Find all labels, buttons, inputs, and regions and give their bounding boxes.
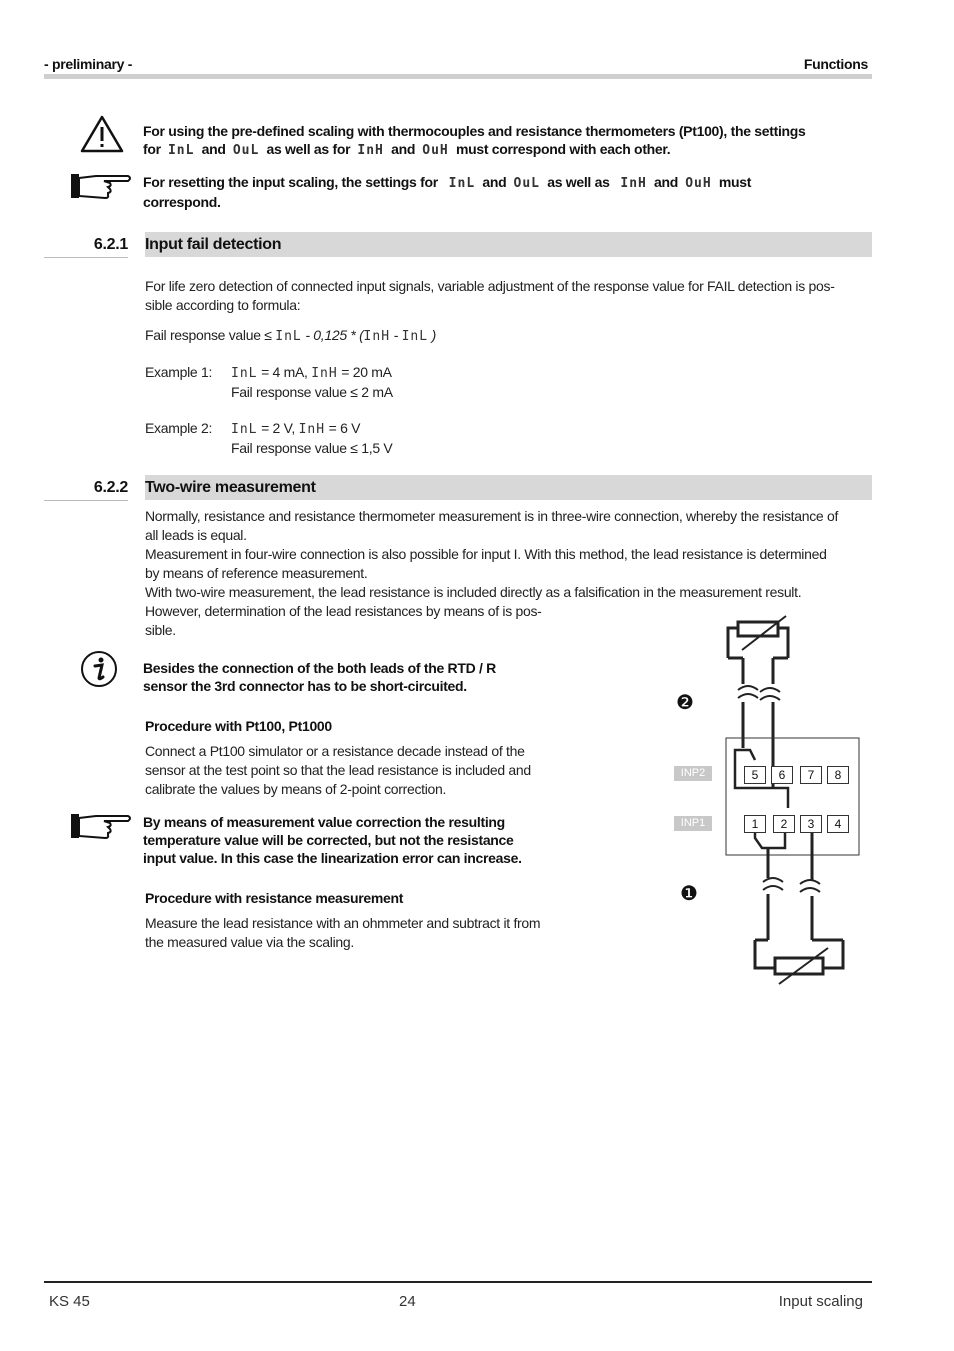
terminal-2: 2 — [773, 815, 795, 833]
header-bar — [44, 74, 872, 79]
terminal-8: 8 — [827, 766, 849, 784]
header-left: - preliminary - — [44, 56, 133, 72]
marker-1: ❶ — [680, 883, 698, 905]
note1-line1: For resetting the input scaling, the settings for InL and OuL as well as InH and OuH must — [143, 174, 752, 191]
inp2-label: INP2 — [674, 766, 712, 781]
warning-text — [143, 122, 873, 160]
fail-formula: Fail response value ≤ InL - 0,125 * (InH - InL ) — [145, 327, 437, 344]
header-right: Functions — [803, 56, 868, 72]
section622-para: Normally, resistance and resistance thermometer measurement is in three-wire connection, whereby the resistance of all leads is equal. Measurement in four-wire connection is also possible for input I. With this method, the lead resistance is determined by means of reference measurement. With two-wire measurement, the lead resistance is included directly as a falsification in the measurement result. However, determination of the lead resistances by means of is pos- sible. — [145, 508, 839, 638]
procedure2-text: Measure the lead resistance with an ohmmeter and subtract it from the measured value via the scaling. — [145, 915, 541, 950]
page-number: 24 — [399, 1293, 416, 1310]
top-resistor-symbol — [728, 616, 788, 658]
section-title-bar — [145, 232, 872, 257]
param-inl: InL — [167, 143, 195, 158]
note1-text — [143, 173, 873, 211]
info-text: Besides the connection of the both leads of the RTD / R sensor the 3rd connector has to be short-circuited. — [143, 660, 496, 694]
example2: InL = 2 V, InH = 6 V Fail response value ≤ 1,5 V — [231, 420, 393, 456]
section621-para: For life zero detection of connected input signals, variable adjustment of the response value for FAIL detection is pos- sible according to formula: — [145, 278, 835, 313]
wiring-diagram — [660, 608, 880, 988]
footer-left: KS 45 — [49, 1293, 90, 1310]
section-title-bar — [145, 475, 872, 500]
example1: InL = 4 mA, InH = 20 mA Fail response value ≤ 2 mA — [231, 364, 393, 400]
marker-2: ❷ — [676, 692, 694, 714]
terminal-3: 3 — [800, 815, 822, 833]
warning-line1: For using the pre-defined scaling with thermocouples and resistance thermometers (Pt100), the settings — [143, 123, 806, 139]
terminal-6: 6 — [771, 766, 793, 784]
param-inh: InH — [357, 143, 384, 158]
param-oul: OuL — [232, 143, 260, 158]
example2-label: Example 2: — [145, 420, 213, 436]
note2-text: By means of measurement value correction the resulting temperature value will be corrected, but not the resistance input value. In this case the linearization error can increase. — [143, 814, 522, 866]
section-number: 6.2.2 — [44, 475, 128, 501]
footer-rule — [44, 1281, 872, 1283]
pointing-hand-icon — [70, 170, 134, 202]
info-icon — [80, 650, 118, 688]
footer-right: Input scaling — [778, 1293, 863, 1310]
warning-line2: for InL and OuL as well as for InH and OuH must correspond with each other. — [143, 141, 671, 158]
section-number: 6.2.1 — [44, 232, 128, 258]
procedure1-title: Procedure with Pt100, Pt1000 — [145, 718, 332, 734]
section-title: Input fail detection — [145, 236, 282, 253]
bottom-resistor-symbol — [755, 940, 843, 984]
terminal-4: 4 — [827, 815, 849, 833]
param-ouh: OuH — [422, 143, 449, 158]
example1-label: Example 1: — [145, 364, 213, 380]
procedure2-title: Procedure with resistance measurement — [145, 890, 404, 906]
terminal-7: 7 — [800, 766, 822, 784]
section-title: Two-wire measurement — [145, 479, 316, 496]
pointing-hand-icon — [70, 810, 134, 842]
procedure1-text: Connect a Pt100 simulator or a resistance decade instead of the sensor at the test point so that the lead resistance is included and calibrate the values by means of 2-point correction. — [145, 743, 531, 797]
terminal-5: 5 — [744, 766, 766, 784]
warning-icon — [80, 114, 124, 154]
inp1-label: INP1 — [674, 816, 712, 831]
note1-line2: correspond. — [143, 194, 221, 210]
terminal-1: 1 — [744, 815, 766, 833]
